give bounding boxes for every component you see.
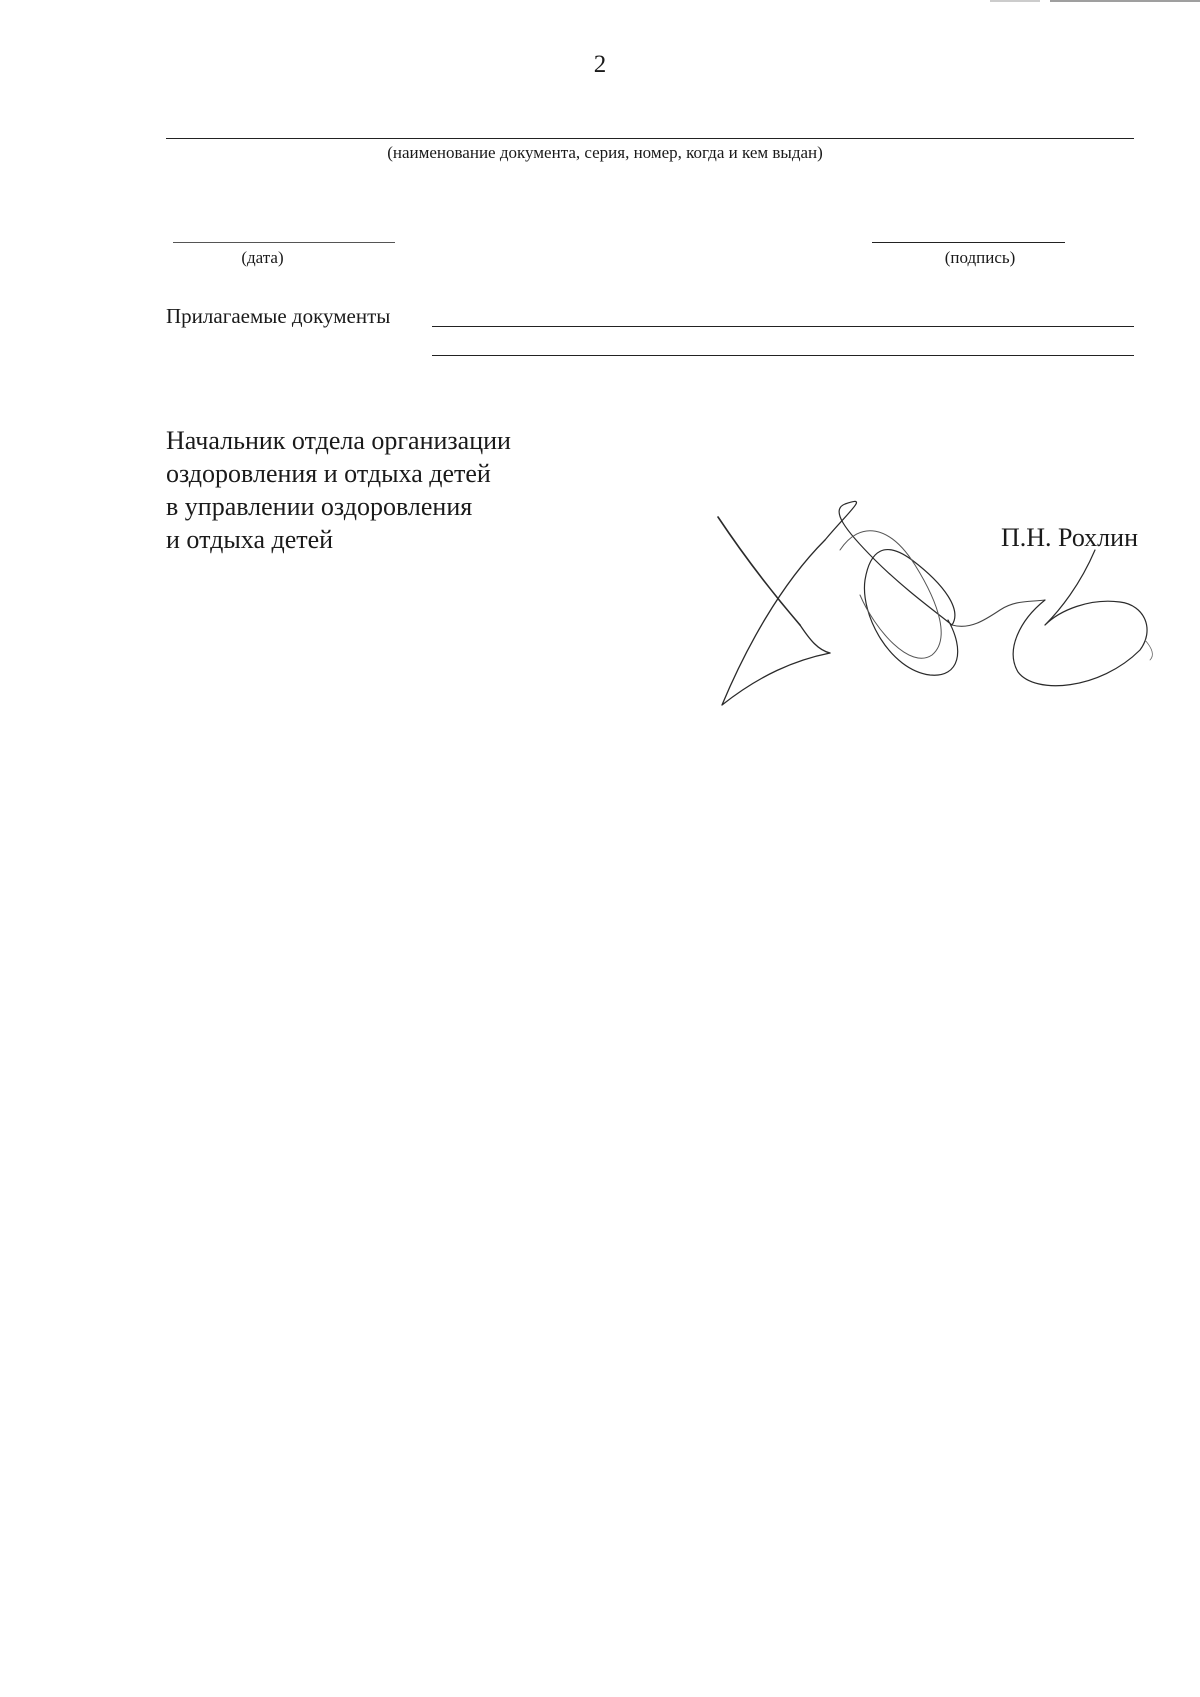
signatory-name: П.Н. Рохлин <box>1000 523 1138 552</box>
signatory-position-line: и отдыха детей <box>166 525 334 554</box>
signatory-position-line: в управлении оздоровления <box>166 492 473 521</box>
signature-line <box>872 242 1065 243</box>
page-number: 2 <box>593 51 607 78</box>
attached-documents-line-1 <box>432 326 1134 327</box>
signatory-position-line: Начальник отдела организации <box>166 426 511 455</box>
attached-documents-label: Прилагаемые документы <box>166 304 391 328</box>
identity-document-line <box>166 138 1134 139</box>
signature-caption: (подпись) <box>944 248 1016 267</box>
scan-edge-marks <box>980 0 1200 6</box>
date-line <box>173 242 395 243</box>
attached-documents-line-2 <box>432 355 1134 356</box>
signatory-position <box>166 424 511 556</box>
date-caption: (дата) <box>241 248 284 267</box>
signatory-position-line: оздоровления и отдыха детей <box>166 459 491 488</box>
identity-document-caption: (наименование документа, серия, номер, когда и кем выдан) <box>387 143 823 162</box>
